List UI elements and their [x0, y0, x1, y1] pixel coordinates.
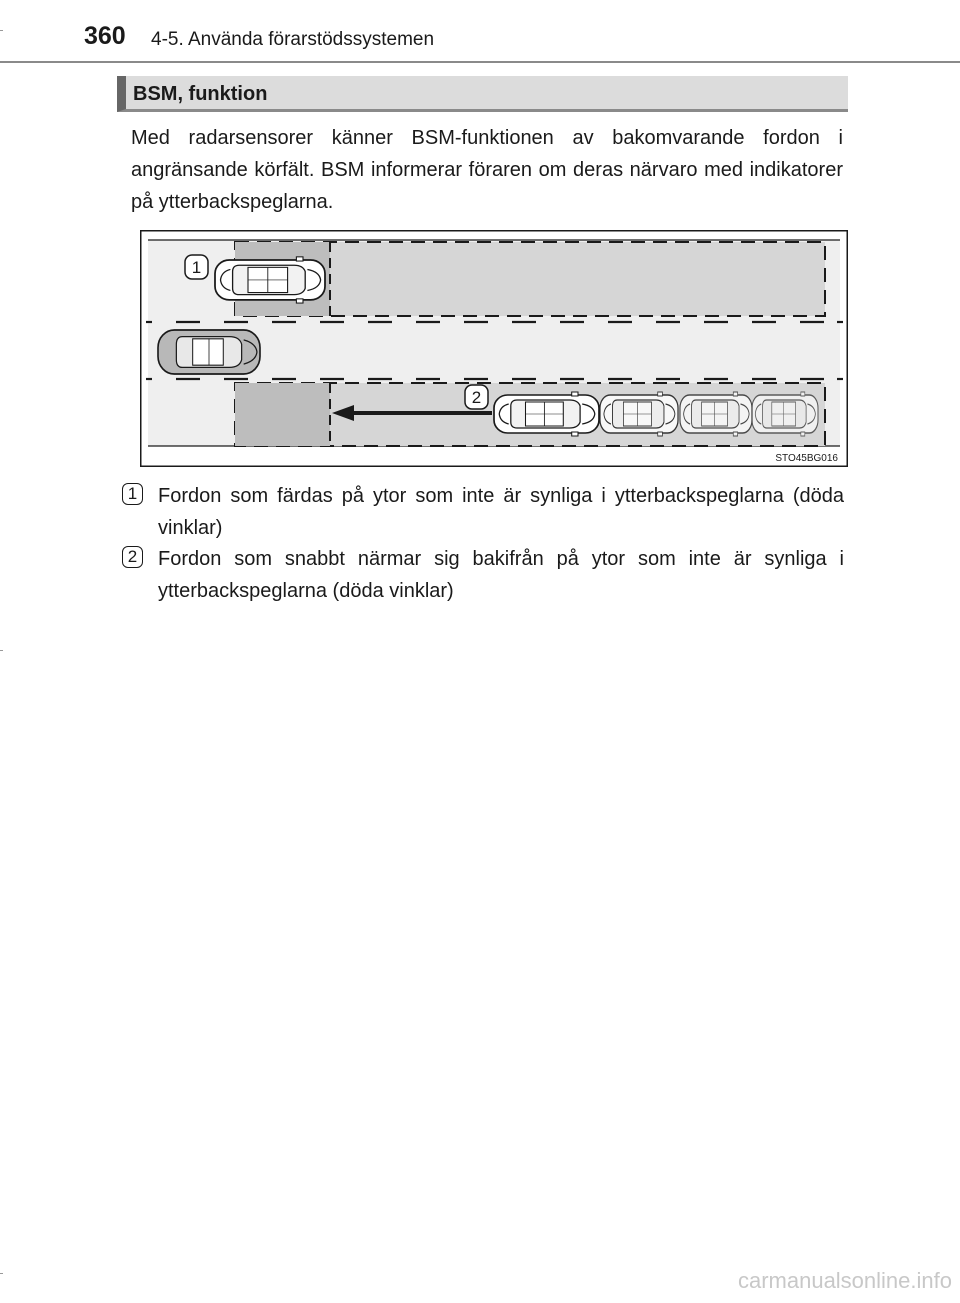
section-heading-text: BSM, funktion — [133, 83, 268, 105]
intro-paragraph: Med radarsensorer känner BSM-funktionen av bakomvarande fordon i angränsande körfält. BSM informerar föraren om deras närvaro med indikatorer på ytterbackspeglarna. — [131, 127, 843, 213]
header-divider — [0, 61, 960, 63]
blind-spot-block-lower — [235, 383, 330, 446]
caption-text-1: Fordon som färdas på ytor som inte är synliga i ytterbackspeglarna (döda vinklar) — [158, 485, 844, 539]
caption-text-2: Fordon som snabbt närmar sig bakifrån på ytor som inte är synliga i ytterbackspeglarna (döda vinklar) — [158, 548, 844, 602]
figure-code: STO45BG016 — [775, 453, 838, 464]
caption-number-2: 2 — [122, 546, 143, 568]
vehicle-approaching-2 — [600, 392, 678, 436]
bsm-illustration — [140, 230, 848, 467]
crop-mark — [0, 650, 3, 651]
page-number: 360 — [84, 22, 126, 50]
crop-mark — [0, 1273, 3, 1274]
callout-1-label: 1 — [191, 258, 202, 277]
crop-mark — [0, 30, 3, 31]
callout-2 — [465, 385, 488, 409]
section-heading — [117, 76, 848, 112]
vehicle-approaching-4 — [752, 392, 818, 436]
watermark: carmanualsonline.info — [737, 1268, 952, 1293]
vehicle-approaching-1 — [494, 392, 599, 436]
caption-number-1: 1 — [122, 483, 143, 505]
vehicle-blind-spot — [215, 257, 325, 303]
callout-2-label: 2 — [471, 388, 482, 407]
vehicle-approaching-3 — [680, 392, 752, 436]
own-vehicle — [158, 330, 260, 374]
callout-1 — [185, 255, 208, 279]
chapter-title: 4-5. Använda förarstödssystemen — [151, 29, 435, 50]
